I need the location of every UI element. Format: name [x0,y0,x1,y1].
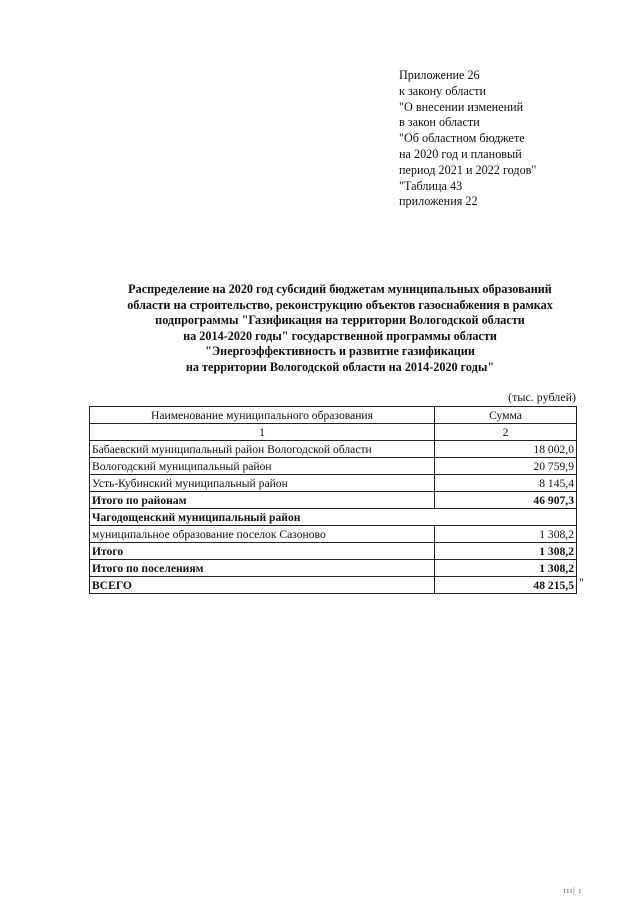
appendix-line: "Таблица 43 [399,178,463,193]
row-name: Итого по поселениям [90,560,435,577]
row-sum: 1 308,2 [435,543,577,560]
row-sum: 1 308,2 [435,560,577,577]
section-row [90,509,577,526]
appendix-line: период 2021 и 2022 годов" [399,162,537,177]
table-row [90,526,577,543]
section-name: Чагодощенский муниципальный район [90,509,577,526]
appendix-line: на 2020 год и плановый [399,146,522,161]
footer-scan-mark: ııı| ı [563,886,582,895]
units-label: (тыс. рублей) [508,390,576,404]
title-line: на территории Вологодской области на 2014-2020 годы" [185,359,495,374]
header-sum: Сумма [435,407,577,424]
appendix-block [399,68,536,210]
title-line: области на строительство, реконструкцию объектов газоснабжения в рамках [127,297,553,312]
table-column-number-row [90,424,577,441]
appendix-line: "О внесении изменений [399,99,524,114]
table-row [90,458,577,475]
title-line: "Энергоэффективность и развитие газификации [205,344,475,359]
table-row [90,441,577,458]
appendix-line: "Об областном бюджете [399,131,525,146]
appendix-line: приложения 22 [399,194,478,209]
appendix-line: в закон области [399,115,480,130]
appendix-line: к закону области [399,83,486,98]
grand-total-row [90,577,577,594]
row-name: ВСЕГО [90,577,435,594]
appendix-line: Приложение 26 [399,68,480,82]
column-number-1: 1 [90,424,435,441]
row-name: Бабаевский муниципальный район Вологодской области [90,441,435,458]
row-name: муниципальное образование поселок Сазоново [90,526,435,543]
table-header-row [90,407,577,424]
row-name: Вологодский муниципальный район [90,458,435,475]
row-sum: 48 215,5 [435,577,577,594]
closing-quote: " [579,575,584,589]
table-row [90,475,577,492]
title-line: на 2014-2020 годы" государственной программы области [183,328,497,343]
title-line: подпрограммы "Газификация на территории Вологодской области [155,313,525,328]
subtotal-row [90,543,577,560]
title-line: Распределение на 2020 год субсидий бюджетам муниципальных образований [128,282,552,296]
row-name: Итого [90,543,435,560]
row-sum: 18 002,0 [435,441,577,458]
row-name: Итого по районам [90,492,435,509]
header-name: Наименование муниципального образования [90,407,435,424]
row-sum: 8 145,4 [435,475,577,492]
row-sum: 1 308,2 [435,526,577,543]
subtotal-row [90,492,577,509]
row-name: Усть-Кубинский муниципальный район [90,475,435,492]
subtotal-row [90,560,577,577]
distribution-table [89,406,577,594]
column-number-2: 2 [435,424,577,441]
document-title [60,282,620,376]
row-sum: 46 907,3 [435,492,577,509]
row-sum: 20 759,9 [435,458,577,475]
